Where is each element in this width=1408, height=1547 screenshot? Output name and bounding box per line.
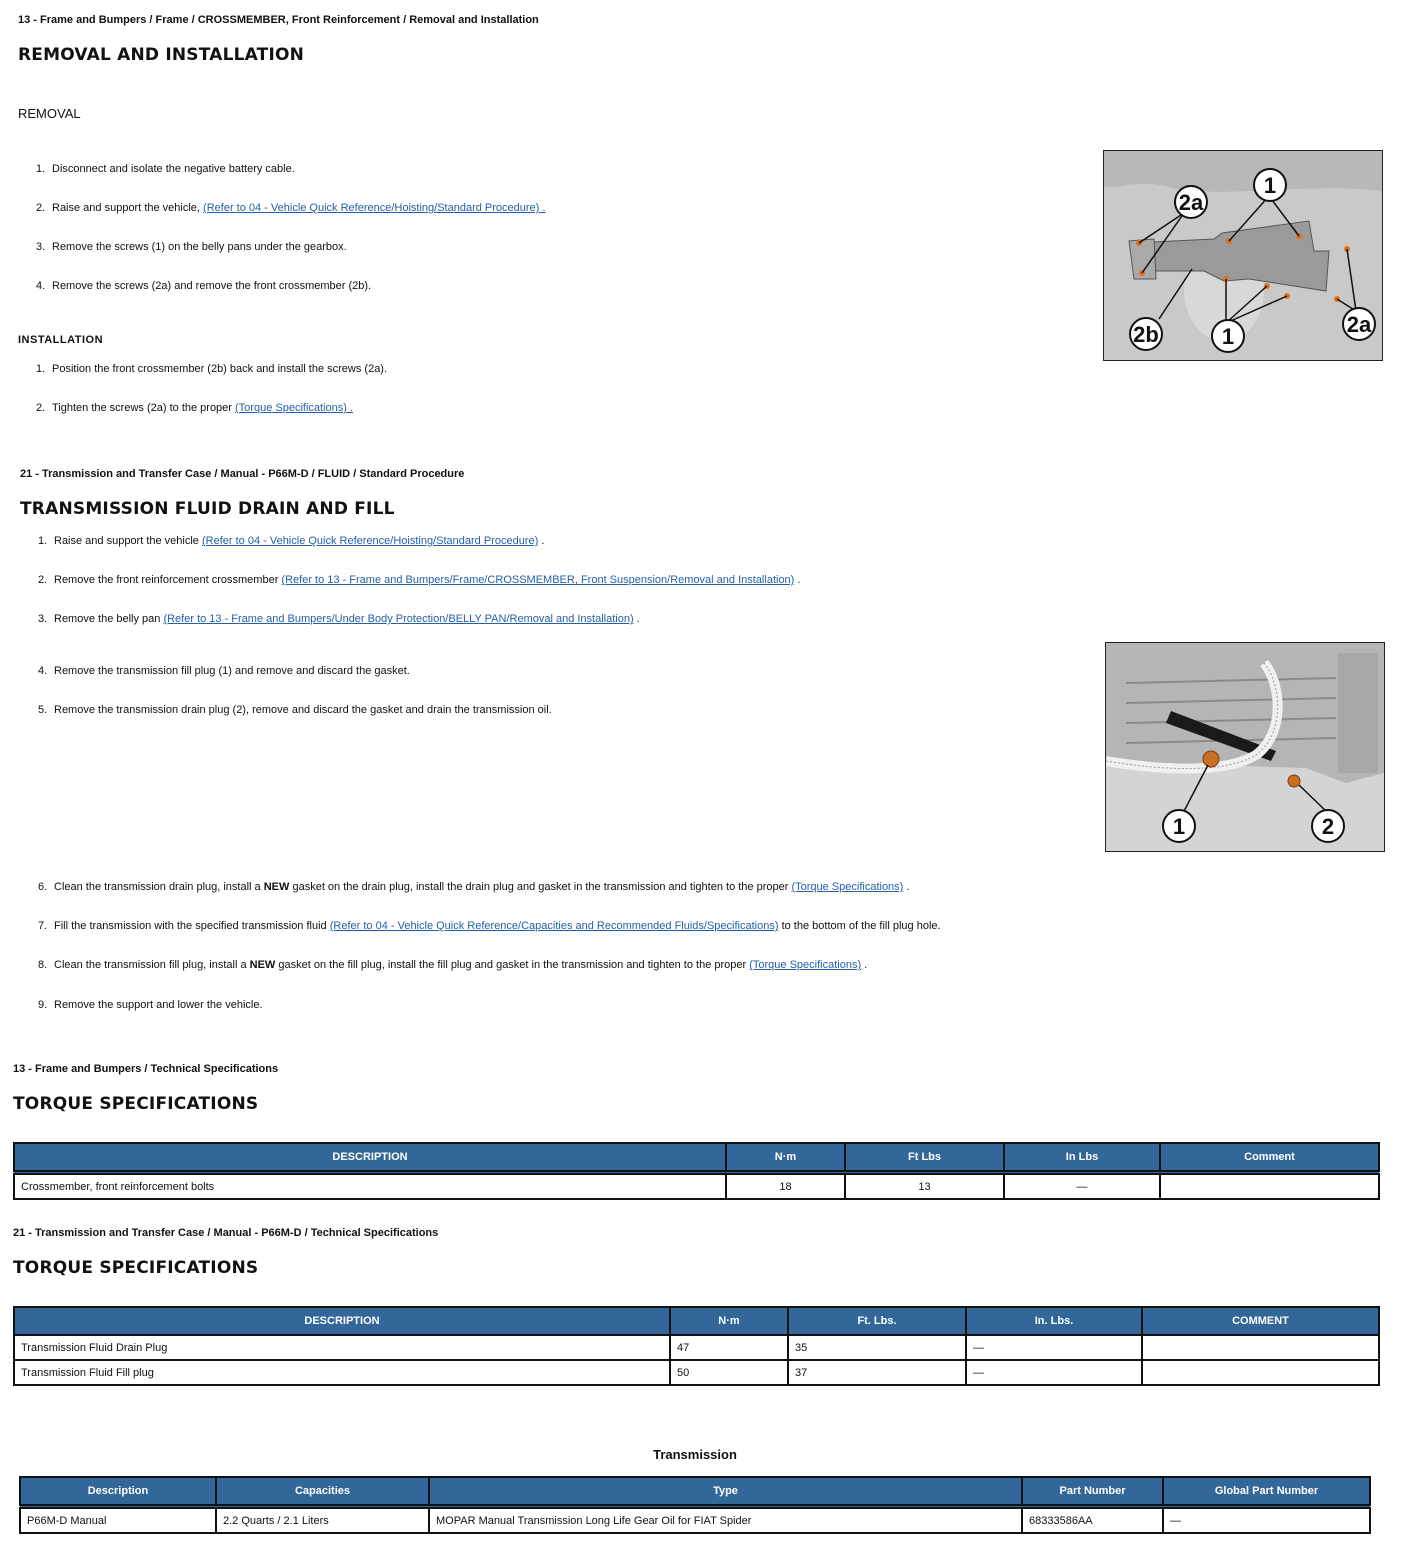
removal-step [36,280,371,292]
table-row [14,1360,1379,1385]
page-title: REMOVAL AND INSTALLATION [18,45,305,65]
svg-text:2a: 2a [1346,312,1372,337]
table-row [14,1173,1379,1200]
installation-heading: INSTALLATION [18,334,104,346]
procedure-step [38,535,544,547]
transmission-torque-table [13,1306,1380,1386]
table-cell: MOPAR Manual Transmission Long Life Gear Oil for FIAT Spider [429,1507,1022,1534]
table-cell [1142,1360,1379,1385]
svg-text:2b: 2b [1133,322,1159,347]
table-row [20,1507,1370,1534]
step-number: 4. [38,665,48,677]
step-text: Remove the belly pan [54,613,164,625]
column-header: Part Number [1022,1477,1163,1507]
step-number: 1. [38,535,48,547]
table-cell: 37 [788,1360,966,1385]
procedure-step [38,920,941,932]
removal-step [36,241,347,253]
step-text: gasket on the drain plug, install the drain plug and gasket in the transmission and tighten to the proper [289,881,792,893]
svg-text:1: 1 [1172,814,1186,839]
step-text-after: . [903,881,910,893]
step-text: Raise and support the vehicle, [52,202,204,214]
column-header: Type [429,1477,1022,1507]
step-emphasis: NEW [249,959,276,971]
table-cell: 13 [845,1173,1004,1200]
step-text: Clean the transmission drain plug, install a [54,881,264,893]
step-text: Tighten the screws (2a) to the proper [52,402,236,414]
procedure-step [38,613,640,625]
torque-specifications-link[interactable]: (Torque Specifications) [791,881,904,893]
procedure-step [38,574,800,586]
installation-step [36,402,353,414]
page-title: TORQUE SPECIFICATIONS [13,1258,259,1278]
table-cell: 2.2 Quarts / 2.1 Liters [216,1507,429,1534]
transmission-illustration [1106,643,1384,851]
crossmember-procedure-link[interactable]: (Refer to 13 - Frame and Bumpers/Frame/CROSSMEMBER, Front Suspension/Removal and Installation) [281,574,795,586]
table-cell: — [966,1335,1142,1360]
procedure-step [38,704,552,716]
column-header: Description [20,1477,216,1507]
table-caption: Transmission [653,1447,737,1462]
column-header: Capacities [216,1477,429,1507]
table-cell: 68333586AA [1022,1507,1163,1534]
procedure-step [38,665,410,677]
step-number: 4. [36,280,46,292]
callout-2a [1175,186,1207,218]
step-number: 2. [38,574,48,586]
procedure-step [38,881,909,893]
step-number: 9. [38,999,48,1011]
table-header-row [20,1477,1370,1507]
callout-1 [1212,320,1244,352]
breadcrumb: 13 - Frame and Bumpers / Frame / CROSSMEMBER, Front Reinforcement / Removal and Installation [18,14,539,26]
step-number: 1. [36,163,46,175]
step-number: 1. [36,363,46,375]
page-title: TORQUE SPECIFICATIONS [13,1094,259,1114]
step-number: 2. [36,202,46,214]
table-cell: 50 [670,1360,788,1385]
column-header: Ft. Lbs. [788,1307,966,1335]
procedure-step [38,959,867,971]
table-cell: — [966,1360,1142,1385]
hoisting-procedure-link[interactable]: (Refer to 04 - Vehicle Quick Reference/Hoisting/Standard Procedure) [201,535,539,547]
torque-specifications-link[interactable]: (Torque Specifications) [749,959,862,971]
column-header: N·m [726,1143,845,1173]
step-text: Position the front crossmember (2b) back and install the screws (2a). [52,363,388,375]
crossmember-illustration [1104,151,1382,360]
svg-text:1: 1 [1263,173,1277,198]
table-header-row [14,1307,1379,1335]
step-text: Remove the transmission drain plug (2), remove and discard the gasket and drain the transmission oil. [54,704,552,716]
step-text: Remove the support and lower the vehicle. [54,999,263,1011]
column-header: In. Lbs. [966,1307,1142,1335]
step-text: Disconnect and isolate the negative battery cable. [52,163,295,175]
callout-2b [1130,318,1162,350]
removal-step [36,202,545,214]
callout-1 [1254,169,1286,201]
step-text: Fill the transmission with the specified transmission fluid [54,920,330,932]
capacities-table [19,1476,1371,1534]
page-title: TRANSMISSION FLUID DRAIN AND FILL [20,499,395,519]
step-text-after: to the bottom of the fill plug hole. [778,920,941,932]
breadcrumb: 21 - Transmission and Transfer Case / Manual - P66M-D / Technical Specifications [13,1227,439,1239]
table-cell: Crossmember, front reinforcement bolts [14,1173,726,1200]
table-cell: 18 [726,1173,845,1200]
table-cell: 47 [670,1335,788,1360]
table-cell: — [1163,1507,1370,1534]
column-header: DESCRIPTION [14,1307,670,1335]
column-header: Global Part Number [1163,1477,1370,1507]
column-header: COMMENT [1142,1307,1379,1335]
table-row [14,1335,1379,1360]
step-number: 7. [38,920,48,932]
callout-fill-plug [1163,810,1195,842]
step-text-after: . [538,535,545,547]
table-cell: P66M-D Manual [20,1507,216,1534]
breadcrumb: 21 - Transmission and Transfer Case / Manual - P66M-D / FLUID / Standard Procedure [20,468,465,480]
column-header: In Lbs [1004,1143,1160,1173]
hoisting-procedure-link[interactable]: (Refer to 04 - Vehicle Quick Reference/Hoisting/Standard Procedure) . [203,202,546,214]
belly-pan-procedure-link[interactable]: (Refer to 13 - Frame and Bumpers/Under Body Protection/BELLY PAN/Removal and Installation) [163,613,634,625]
breadcrumb: 13 - Frame and Bumpers / Technical Specifications [13,1063,279,1075]
step-number: 3. [36,241,46,253]
callout-2a [1343,308,1375,340]
step-text: Remove the transmission fill plug (1) and remove and discard the gasket. [54,665,410,677]
table-cell: 35 [788,1335,966,1360]
table-cell: Transmission Fluid Fill plug [14,1360,670,1385]
transmission-figure [1105,642,1385,852]
step-number: 5. [38,704,48,716]
column-header: DESCRIPTION [14,1143,726,1173]
step-text: Remove the screws (1) on the belly pans under the gearbox. [52,241,347,253]
step-text-after: . [861,959,868,971]
column-header: Ft Lbs [845,1143,1004,1173]
crossmember-figure [1103,150,1383,361]
table-header-row [14,1143,1379,1173]
step-number: 2. [36,402,46,414]
step-emphasis: NEW [263,881,290,893]
column-header: N·m [670,1307,788,1335]
svg-text:2: 2 [1321,814,1335,839]
callout-drain-plug [1312,810,1344,842]
svg-text:1: 1 [1221,324,1235,349]
procedure-step [38,999,263,1011]
table-cell: Transmission Fluid Drain Plug [14,1335,670,1360]
frame-torque-table [13,1142,1380,1200]
svg-text:2a: 2a [1178,190,1204,215]
table-cell [1160,1173,1379,1200]
step-text-after: . [633,613,640,625]
step-number: 8. [38,959,48,971]
table-cell [1142,1335,1379,1360]
removal-heading: REMOVAL [18,106,81,121]
step-text: Remove the front reinforcement crossmember [54,574,282,586]
step-number: 6. [38,881,48,893]
step-text: Clean the transmission fill plug, install a [54,959,250,971]
capacities-fluids-link[interactable]: (Refer to 04 - Vehicle Quick Reference/Capacities and Recommended Fluids/Specifications) [329,920,779,932]
installation-step [36,363,387,375]
column-header: Comment [1160,1143,1379,1173]
torque-specifications-link[interactable]: (Torque Specifications) . [235,402,354,414]
step-text: gasket on the fill plug, install the fill plug and gasket in the transmission and tighten to the proper [275,959,750,971]
removal-step [36,163,295,175]
step-text-after: . [794,574,801,586]
step-number: 3. [38,613,48,625]
table-cell: — [1004,1173,1160,1200]
step-text: Remove the screws (2a) and remove the front crossmember (2b). [52,280,372,292]
step-text: Raise and support the vehicle [54,535,202,547]
